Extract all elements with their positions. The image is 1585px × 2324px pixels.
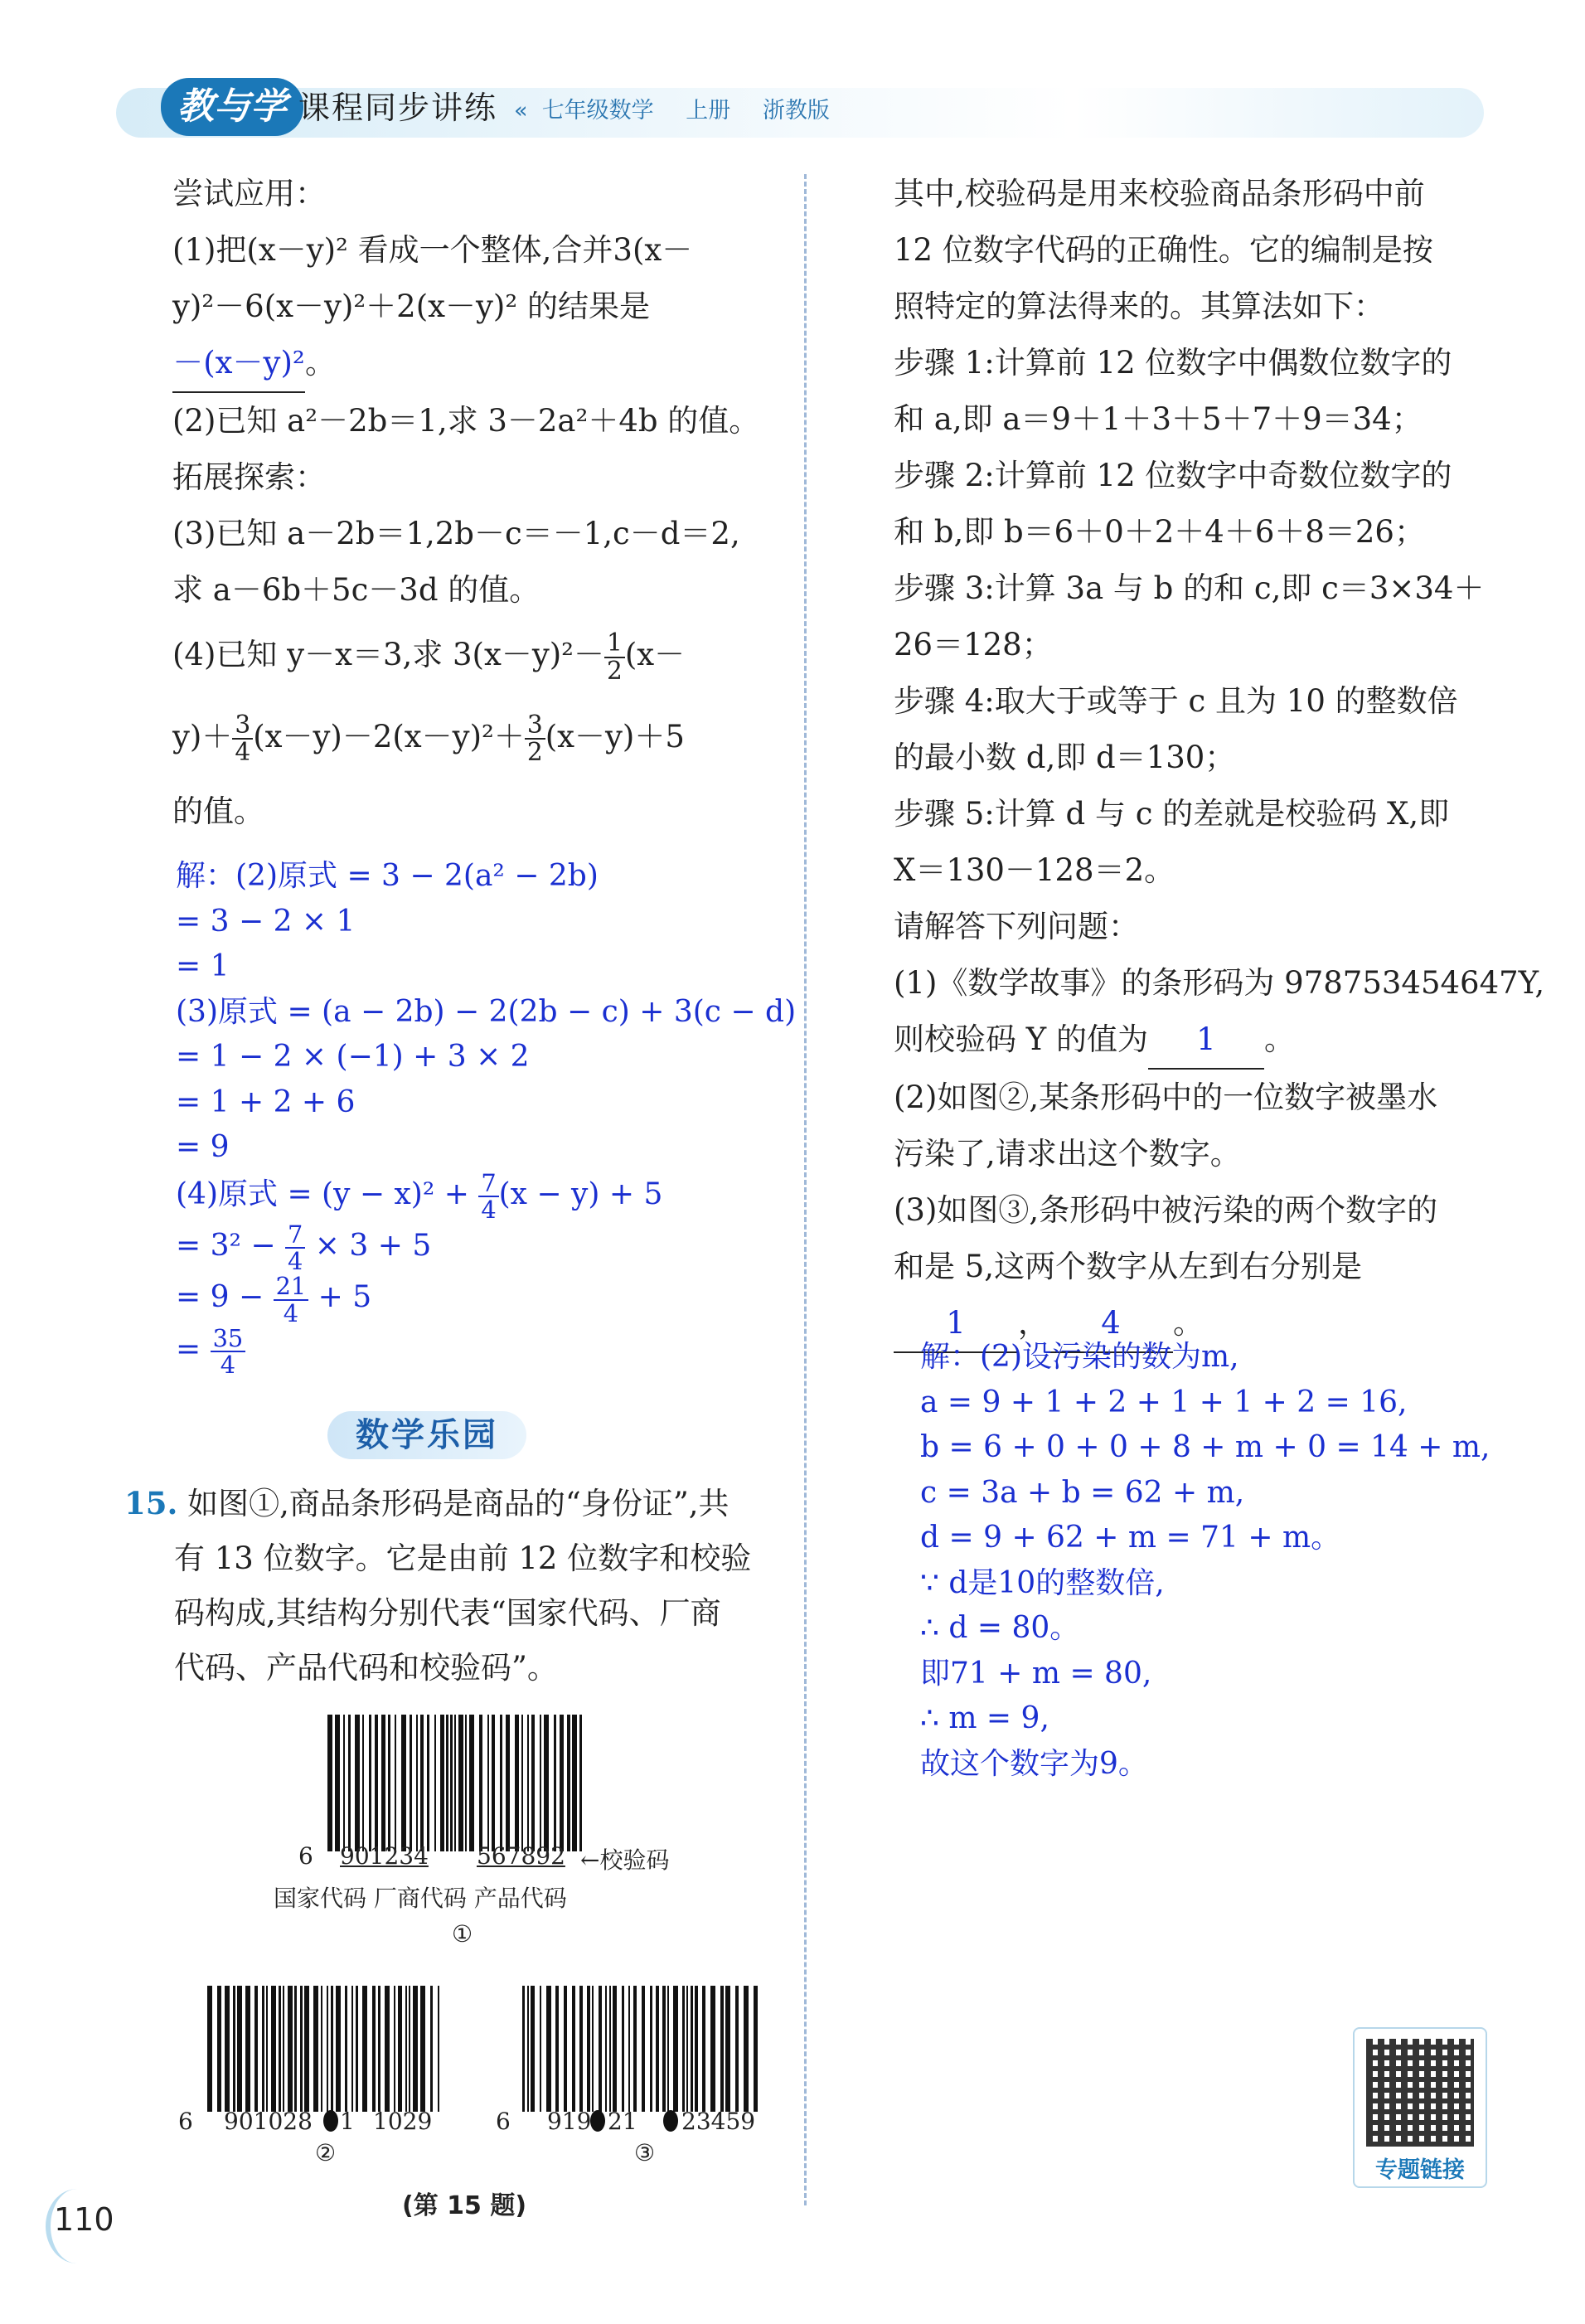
solution-line bbox=[176, 1222, 796, 1274]
barcode-bar bbox=[605, 1986, 607, 2112]
solution-line: = 1 + 2 + 6 bbox=[176, 1084, 356, 1119]
barcode-1-maker: 901234 bbox=[340, 1842, 429, 1870]
barcode-1-parts: 国家代码 厂商代码 产品代码 bbox=[274, 1885, 567, 1912]
barcode-bar bbox=[355, 1715, 360, 1851]
text-fragment: = bbox=[176, 1332, 211, 1367]
text-line: 照特定的算法得来的。其算法如下： bbox=[894, 289, 1384, 324]
text-line: 求 a－6b＋5c－3d 的值。 bbox=[172, 572, 540, 608]
barcode-bar bbox=[695, 1986, 698, 2112]
barcode-bar bbox=[356, 1986, 358, 2112]
text-line: 尝试应用： bbox=[172, 176, 326, 211]
barcode-bar bbox=[331, 1986, 333, 2112]
solution-line: a = 9 + 1 + 2 + 1 + 1 + 2 = 16, bbox=[920, 1385, 1408, 1419]
text-line: X＝130－128＝2。 bbox=[894, 852, 1175, 888]
barcode-bar bbox=[254, 1986, 258, 2112]
barcode-3-digits: 21 bbox=[608, 2108, 637, 2135]
barcode-bar bbox=[592, 1986, 594, 2112]
barcode-bar bbox=[420, 1986, 425, 2112]
barcode-figure-2 bbox=[207, 1986, 444, 2112]
text-fragment: 如图①,商品条形码是商品的“身份证”,共 bbox=[187, 1486, 729, 1521]
solution-line: ∴ m = 9, bbox=[920, 1701, 1049, 1735]
text-line: 步骤 3:计算 3a 与 b 的和 c,即 c＝3×34＋ bbox=[894, 570, 1485, 606]
barcode-bar bbox=[735, 1986, 739, 2112]
text-fragment: = 3² − bbox=[176, 1229, 285, 1264]
fraction bbox=[285, 1222, 305, 1274]
volume-label: 上册 bbox=[686, 98, 731, 124]
answer-y: 1 bbox=[1148, 1012, 1264, 1070]
text-line: 步骤 1:计算前 12 位数字中偶数位数字的 bbox=[894, 345, 1452, 381]
text-line: 26＝128； bbox=[894, 627, 1053, 662]
barcode-bar bbox=[527, 1715, 529, 1851]
q15-line: 代码、产品代码和校验码”。 bbox=[174, 1650, 558, 1686]
barcode-bar bbox=[613, 1986, 617, 2112]
answer-digit-right: 4 bbox=[1049, 1295, 1173, 1353]
page-header bbox=[124, 73, 1484, 148]
qr-code-link[interactable] bbox=[1353, 2027, 1487, 2188]
text-fragment: (4)原式 = (y − x)² + bbox=[176, 1177, 479, 1211]
barcode-bar bbox=[487, 1715, 489, 1851]
barcode-bar bbox=[233, 1986, 235, 2112]
barcode-bar bbox=[335, 1715, 340, 1851]
solution-line: 故这个数字为9。 bbox=[920, 1746, 1148, 1781]
barcode-bar bbox=[522, 1986, 525, 2112]
barcode-1-product: 567892 bbox=[477, 1842, 565, 1870]
barcode-bar bbox=[458, 1715, 463, 1851]
answer-line-1: －(x－y)²。 bbox=[172, 335, 769, 393]
barcode-bar bbox=[579, 1715, 582, 1851]
text-fragment: 。 bbox=[1263, 1021, 1295, 1057]
barcode-bar bbox=[599, 1986, 602, 2112]
ink-stain bbox=[323, 2110, 338, 2132]
barcode-2-digits: 1029 bbox=[373, 2108, 433, 2135]
barcode-bar bbox=[225, 1986, 230, 2112]
fraction-den: 4 bbox=[235, 738, 251, 767]
text-line: 和是 5,这两个数字从左到右分别是 bbox=[894, 1249, 1363, 1284]
barcode-bar bbox=[691, 1986, 693, 2112]
barcode-bar bbox=[245, 1986, 250, 2112]
barcode-bar bbox=[327, 1986, 328, 2112]
figure-3-label: ③ bbox=[634, 2139, 656, 2166]
barcode-bar bbox=[217, 1986, 221, 2112]
solution-line: 解：(2)原式 = 3 − 2(a² − 2b) bbox=[176, 859, 599, 893]
figure-caption: (第 15 题) bbox=[402, 2191, 527, 2220]
barcode-bar bbox=[560, 1715, 564, 1851]
barcode-bar bbox=[336, 1986, 341, 2112]
fraction bbox=[478, 1168, 498, 1224]
solution-line: ∵ d是10的整数倍, bbox=[920, 1565, 1165, 1600]
barcode-bar bbox=[622, 1986, 624, 2112]
barcode-bar bbox=[430, 1986, 433, 2112]
barcode-bar bbox=[237, 1986, 242, 2112]
book-logo: 教与学 bbox=[161, 78, 303, 136]
qr-label: 专题链接 bbox=[1375, 2157, 1465, 2183]
text-fragment: (x－y)＋5 bbox=[545, 718, 685, 754]
barcode-bar bbox=[385, 1986, 390, 2112]
barcode-bar bbox=[369, 1715, 371, 1851]
barcode-bar bbox=[479, 1715, 482, 1851]
text-line: 和 b,即 b＝6＋0＋2＋4＋6＋8＝26； bbox=[894, 514, 1425, 550]
barcode-bar bbox=[381, 1715, 385, 1851]
barcode-bar bbox=[572, 1715, 577, 1851]
barcode-bar bbox=[702, 1986, 705, 2112]
barcode-bar bbox=[469, 1715, 474, 1851]
fraction-num: 21 bbox=[274, 1274, 309, 1300]
fraction bbox=[525, 712, 545, 765]
column-divider bbox=[804, 174, 807, 2205]
solution-line: b = 6 + 0 + 0 + 8 + m + 0 = 14 + m, bbox=[920, 1430, 1490, 1464]
fraction-den: 4 bbox=[288, 1247, 303, 1276]
barcode-bar bbox=[434, 1715, 436, 1851]
figure-2-label: ② bbox=[315, 2139, 337, 2166]
barcode-bar bbox=[345, 1986, 347, 2112]
barcode-bar bbox=[686, 1986, 688, 2112]
barcode-bar bbox=[540, 1715, 541, 1851]
barcode-bar bbox=[327, 1715, 332, 1851]
barcode-bar bbox=[454, 1715, 456, 1851]
barcode-bar bbox=[362, 1715, 364, 1851]
solution-line: 解：(2)设污染的数为m, bbox=[920, 1340, 1239, 1374]
barcode-bar bbox=[527, 1986, 529, 2112]
barcode-bar bbox=[667, 1986, 669, 2112]
text-line: 和 a,即 a＝9＋1＋3＋5＋7＋9＝34； bbox=[894, 401, 1423, 437]
answer-line-y bbox=[894, 1012, 1490, 1070]
barcode-bar bbox=[531, 1986, 535, 2112]
barcode-bar bbox=[375, 1715, 378, 1851]
ink-stain bbox=[590, 2110, 605, 2132]
barcode-bar bbox=[413, 1986, 418, 2112]
barcode-bar bbox=[720, 1986, 724, 2112]
barcode-bar bbox=[515, 1715, 519, 1851]
text-line: (2)已知 a²－2b＝1,求 3－2a²＋4b 的值。 bbox=[172, 403, 760, 439]
barcode-bar bbox=[450, 1715, 453, 1851]
barcode-bar bbox=[378, 1986, 380, 2112]
barcode-bar bbox=[521, 1715, 523, 1851]
barcode-bar bbox=[642, 1986, 645, 2112]
fraction bbox=[211, 1323, 246, 1380]
barcode-bar bbox=[266, 1986, 268, 2112]
fraction-num: 1 bbox=[604, 630, 625, 657]
barcode-bar bbox=[394, 1986, 395, 2112]
barcode-bar bbox=[650, 1986, 652, 2112]
barcode-bar bbox=[420, 1715, 424, 1851]
barcode-bar bbox=[710, 1986, 715, 2112]
solution-line: d = 9 + 62 + m = 71 + m。 bbox=[920, 1521, 1341, 1555]
text-line: 步骤 5:计算 d 与 c 的差就是校验码 X,即 bbox=[894, 796, 1450, 832]
barcode-bar bbox=[410, 1715, 412, 1851]
fraction bbox=[232, 712, 253, 765]
text-line: 拓展探索： bbox=[172, 459, 326, 495]
question-15 bbox=[124, 1476, 771, 1696]
barcode-bar bbox=[294, 1986, 297, 2112]
barcode-bar bbox=[492, 1715, 495, 1851]
barcode-bar bbox=[673, 1986, 678, 2112]
text-fragment: y)＋ bbox=[172, 718, 233, 754]
figure-1-label: ① bbox=[452, 1920, 473, 1948]
barcode-bar bbox=[300, 1986, 303, 2112]
barcode-bar bbox=[362, 1986, 367, 2112]
barcode-bar bbox=[609, 1986, 611, 2112]
fraction-den: 4 bbox=[220, 1351, 236, 1380]
fraction-num: 3 bbox=[525, 712, 545, 740]
text-line: (1)《数学故事》的条形码为 978753454647Y, bbox=[894, 965, 1545, 1001]
section-title: 数学乐园 bbox=[327, 1411, 526, 1459]
solution-line: = 1 − 2 × (−1) + 3 × 2 bbox=[176, 1040, 530, 1074]
barcode-bar bbox=[579, 1986, 583, 2112]
text-line: 污染了,请求出这个数字。 bbox=[894, 1136, 1241, 1172]
barcode-bar bbox=[351, 1986, 353, 2112]
fraction bbox=[274, 1274, 309, 1325]
barcode-bar bbox=[531, 1715, 535, 1851]
barcode-bar bbox=[398, 1986, 402, 2112]
barcode-bar bbox=[427, 1715, 429, 1851]
fraction-den: 4 bbox=[481, 1195, 497, 1224]
edition-label: 浙教版 bbox=[762, 98, 830, 124]
barcode-bar bbox=[395, 1715, 396, 1851]
text-fragment: (x－y)－2(x－y)²＋ bbox=[253, 718, 525, 754]
solution-line: = 1 bbox=[176, 949, 230, 983]
barcode-bar bbox=[313, 1986, 318, 2112]
barcode-bar bbox=[401, 1715, 406, 1851]
barcode-bar bbox=[587, 1986, 590, 2112]
barcode-bar bbox=[564, 1986, 567, 2112]
text-fragment: 则校验码 Y 的值为 bbox=[894, 1021, 1148, 1057]
barcode-bar bbox=[506, 1715, 510, 1851]
fraction bbox=[604, 630, 625, 683]
solution-line: (3)原式 = (a − 2b) − 2(2b − c) + 3(c − d) bbox=[176, 994, 797, 1029]
q15-line: 有 13 位数字。它是由前 12 位数字和校验 bbox=[174, 1540, 752, 1576]
text-fragment: 。 bbox=[1173, 1305, 1204, 1341]
barcode-bar bbox=[416, 1715, 418, 1851]
barcode-bar bbox=[500, 1715, 502, 1851]
text-line: y)²－6(x－y)²＋2(x－y)² 的结果是 bbox=[172, 289, 650, 324]
answer-1: －(x－y)² bbox=[172, 335, 305, 393]
series-title: 课程同步讲练 bbox=[298, 90, 498, 126]
barcode-bar bbox=[656, 1986, 659, 2112]
barcode-bar bbox=[372, 1986, 376, 2112]
barcode-2-digits: 1 bbox=[340, 2108, 355, 2135]
barcode-bar bbox=[207, 1986, 212, 2112]
ink-stain bbox=[663, 2110, 678, 2132]
text-line: 步骤 2:计算前 12 位数字中奇数位数字的 bbox=[894, 458, 1452, 493]
fraction-num: 3 bbox=[232, 712, 253, 740]
barcode-3-digits: 23459 bbox=[681, 2108, 756, 2135]
left-column bbox=[172, 166, 769, 840]
barcode-bar bbox=[279, 1986, 281, 2112]
barcode-bar bbox=[628, 1986, 630, 2112]
text-line: 其中,校验码是用来校验商品条形码中前 bbox=[894, 176, 1425, 211]
barcode-1-check-label: ←校验码 bbox=[580, 1846, 670, 1874]
solution-right bbox=[920, 1335, 1490, 1787]
fraction-num: 7 bbox=[478, 1171, 498, 1197]
barcode-bar bbox=[465, 1715, 467, 1851]
barcode-3-digits: 919 bbox=[547, 2108, 592, 2135]
fraction-num: 7 bbox=[285, 1222, 305, 1249]
solution-line: c = 3a + b = 62 + m, bbox=[920, 1475, 1245, 1510]
barcode-figure-1 bbox=[327, 1715, 584, 1851]
barcode-bar bbox=[546, 1986, 551, 2112]
barcode-bar bbox=[405, 1986, 407, 2112]
barcode-bar bbox=[682, 1986, 685, 2112]
page-number: 110 bbox=[54, 2201, 114, 2238]
text-line: (3)已知 a－2b＝1,2b－c＝－1,c－d＝2, bbox=[172, 516, 740, 551]
barcode-bar bbox=[343, 1715, 345, 1851]
qr-code-icon bbox=[1366, 2039, 1474, 2147]
text-line: (2)如图②,某条形码中的一位数字被墨水 bbox=[894, 1080, 1438, 1115]
text-fragment: = 9 − bbox=[176, 1280, 274, 1315]
barcode-bar bbox=[409, 1986, 410, 2112]
barcode-bar bbox=[544, 1715, 549, 1851]
fraction-den: 4 bbox=[283, 1298, 299, 1327]
text-line: (1)把(x－y)² 看成一个整体,合并3(x－ bbox=[172, 232, 693, 268]
solution-line bbox=[176, 1274, 796, 1325]
barcode-bar bbox=[744, 1986, 749, 2112]
barcode-bar bbox=[348, 1715, 351, 1851]
solution-line bbox=[176, 1323, 796, 1380]
barcode-bar bbox=[388, 1715, 390, 1851]
question-number: 15. bbox=[124, 1485, 178, 1521]
fraction-num: 35 bbox=[211, 1326, 246, 1352]
grade-label: 七年级数学 bbox=[541, 98, 654, 124]
barcode-bar bbox=[567, 1715, 570, 1851]
barcode-2-digit: 6 bbox=[178, 2108, 193, 2135]
barcode-1-country: 6 bbox=[298, 1842, 313, 1870]
text-fragment: + 5 bbox=[308, 1280, 372, 1315]
solution-line: ∴ d = 80。 bbox=[920, 1611, 1080, 1645]
barcode-bar bbox=[572, 1986, 575, 2112]
q15-line: 码构成,其结构分别代表“国家代码、厂商 bbox=[174, 1595, 721, 1631]
barcode-bar bbox=[662, 1986, 666, 2112]
text-fragment: ， bbox=[1018, 1305, 1049, 1341]
text-fragment: (x－ bbox=[624, 637, 686, 672]
solution-line bbox=[176, 1168, 796, 1224]
barcode-bar bbox=[555, 1986, 559, 2112]
text-line: 12 位数字代码的正确性。它的编制是按 bbox=[894, 232, 1433, 268]
barcode-bar bbox=[271, 1986, 276, 2112]
barcode-bar bbox=[283, 1986, 284, 2112]
barcode-bar bbox=[304, 1986, 309, 2112]
barcode-bar bbox=[540, 1986, 541, 2112]
solution-left bbox=[176, 854, 797, 1380]
barcode-bar bbox=[262, 1986, 264, 2112]
barcode-bar bbox=[554, 1715, 556, 1851]
text-fragment: (4)已知 y－x＝3,求 3(x－y)²－ bbox=[172, 637, 605, 672]
barcode-bar bbox=[725, 1986, 730, 2112]
text-fragment: × 3 + 5 bbox=[305, 1229, 432, 1264]
right-column bbox=[894, 166, 1545, 1353]
barcode-bar bbox=[438, 1986, 439, 2112]
text-fragment: (x − y) + 5 bbox=[498, 1177, 663, 1211]
solution-line: 即71 + m = 80, bbox=[920, 1656, 1152, 1691]
barcode-3-digit: 6 bbox=[496, 2108, 511, 2135]
text-line: 请解答下列问题： bbox=[894, 909, 1139, 944]
barcode-2-digits: 901028 bbox=[224, 2108, 313, 2135]
question-4-line-1 bbox=[172, 627, 769, 684]
fraction-den: 2 bbox=[526, 738, 543, 767]
book-subtitle: « 七年级数学 上册 浙教版 bbox=[514, 98, 830, 124]
barcode-bar bbox=[440, 1715, 444, 1851]
barcode-figure-3 bbox=[522, 1986, 759, 2112]
barcode-bar bbox=[754, 1986, 758, 2112]
q15-line bbox=[124, 1476, 771, 1531]
question-4-line-2 bbox=[172, 709, 769, 766]
answer-digit-left: 1 bbox=[894, 1295, 1018, 1353]
text-line: 步骤 4:取大于或等于 c 且为 10 的整数倍 bbox=[894, 683, 1458, 719]
barcode-bar bbox=[446, 1715, 448, 1851]
fraction-den: 2 bbox=[607, 656, 623, 685]
text-line: 的最小数 d,即 d＝130； bbox=[894, 740, 1236, 775]
barcode-bar bbox=[288, 1986, 293, 2112]
barcode-bar bbox=[633, 1986, 637, 2112]
solution-line: = 3 − 2 × 1 bbox=[176, 904, 356, 939]
text-line: (3)如图③,条形码中被污染的两个数字的 bbox=[894, 1192, 1438, 1228]
barcode-bar bbox=[321, 1986, 322, 2112]
solution-line: = 9 bbox=[176, 1130, 230, 1164]
text-line: 的值。 bbox=[172, 793, 264, 830]
